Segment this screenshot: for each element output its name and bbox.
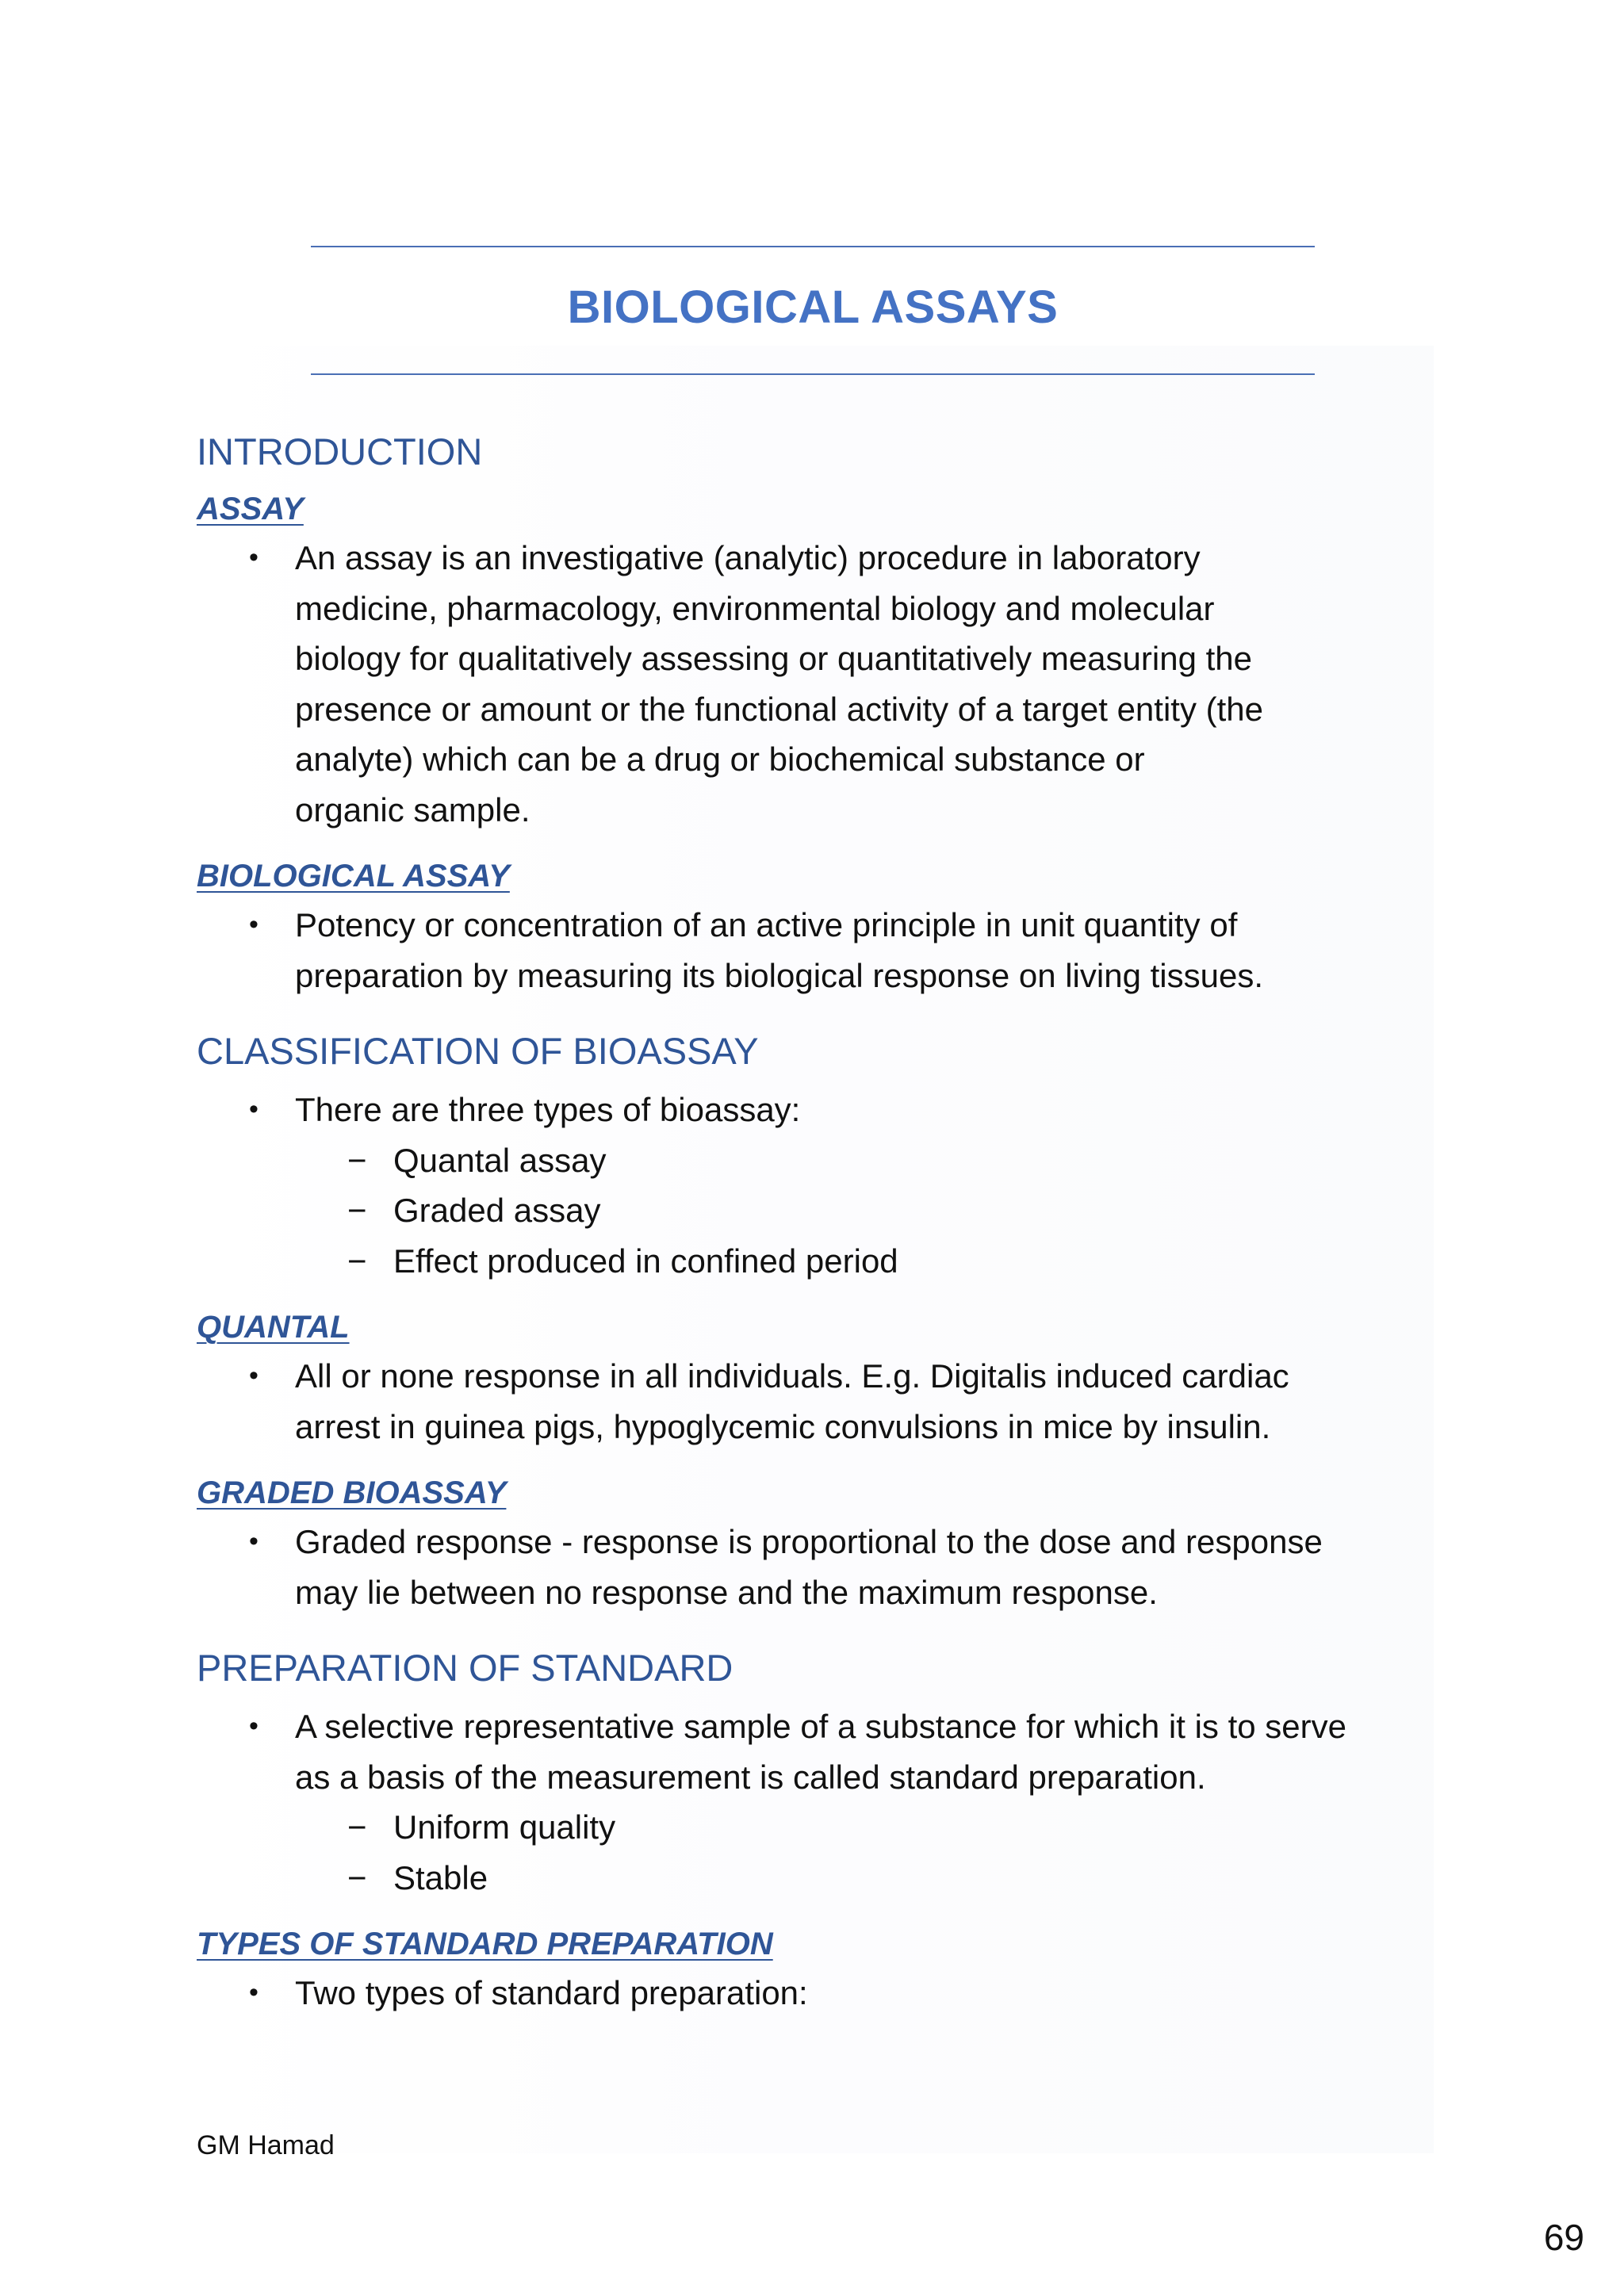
bullet-line (197, 900, 1434, 951)
bullet-item-assay-definition (197, 533, 1434, 835)
subheading-assay: ASSAY (197, 492, 304, 526)
bullet-text: Potency or concentration of an active principle in unit quantity of (295, 906, 1238, 943)
footer-author: GM Hamad (197, 2130, 335, 2160)
dash-marker: − (347, 1141, 367, 1179)
spacer (197, 1001, 1434, 1018)
bullet-item-bioassay-types (197, 1085, 1434, 1286)
bullet-text: biology for qualitatively assessing or quantitatively measuring the (295, 640, 1252, 677)
bullet-line (197, 584, 1434, 634)
dash-marker: − (347, 1192, 367, 1229)
dash-item-quantal-assay (197, 1135, 1434, 1186)
bullet-line (197, 533, 1434, 584)
bullet-text: There are three types of bioassay: (295, 1091, 801, 1128)
dash-text: Graded assay (393, 1192, 601, 1229)
dash-marker: − (347, 1242, 367, 1280)
dash-text: Effect produced in confined period (393, 1242, 898, 1280)
dash-item-confined-period (197, 1236, 1434, 1287)
bullet-item-standard-types (197, 1968, 1434, 2019)
bullet-line (197, 1085, 1434, 1135)
dash-item-graded-assay (197, 1185, 1434, 1236)
spacer (197, 835, 1434, 852)
bullet-text: preparation by measuring its biological response on living tissues. (295, 956, 1263, 994)
bullet-text: analyte) which can be a drug or biochemical substance or (295, 740, 1145, 778)
subheading-biological-assay: BIOLOGICAL ASSAY (197, 859, 510, 894)
bullet-line (197, 1701, 1434, 1752)
bullet-text: An assay is an investigative (analytic) procedure in laboratory (295, 539, 1201, 576)
bullet-marker: • (249, 1711, 259, 1741)
spacer (197, 1452, 1434, 1469)
heading-preparation-of-standard: PREPARATION OF STANDARD (197, 1647, 733, 1689)
bullet-text: as a basis of the measurement is called standard preparation. (295, 1758, 1206, 1796)
bullet-text: medicine, pharmacology, environmental biology and molecular (295, 589, 1215, 627)
bullet-text: may lie between no response and the maximum response. (295, 1573, 1158, 1611)
bullet-line (197, 951, 1434, 1001)
bullet-marker: • (249, 909, 259, 939)
spacer (197, 1286, 1434, 1303)
spacer (197, 1617, 1434, 1635)
bullet-line (197, 684, 1434, 735)
subheading-types-of-standard-preparation: TYPES OF STANDARD PREPARATION (197, 1927, 773, 1961)
dash-marker: − (347, 1858, 367, 1896)
document-body (197, 419, 1434, 2019)
bullet-line (197, 1351, 1434, 1402)
bullet-line (197, 1567, 1434, 1618)
bullet-marker: • (249, 1977, 259, 2007)
bullet-text: presence or amount or the functional activity of a target entity (the (295, 690, 1263, 728)
bullet-marker: • (249, 1526, 259, 1556)
bullet-text: organic sample. (295, 790, 530, 828)
bullet-text: All or none response in all individuals. E.g. Digitalis induced cardiac (295, 1357, 1289, 1395)
bullet-item-bioassay-definition (197, 900, 1434, 1001)
bullet-line (197, 734, 1434, 785)
page-number: 69 (1543, 2217, 1584, 2258)
bullet-line (197, 1968, 1434, 2019)
bullet-item-quantal (197, 1351, 1434, 1452)
dash-item-uniform-quality (197, 1802, 1434, 1853)
bullet-marker: • (249, 542, 259, 572)
bullet-text: arrest in guinea pigs, hypoglycemic convulsions in mice by insulin. (295, 1407, 1271, 1445)
heading-classification: CLASSIFICATION OF BIOASSAY (197, 1030, 759, 1072)
document-title: BIOLOGICAL ASSAYS (567, 281, 1059, 333)
bullet-line (197, 785, 1434, 836)
heading-introduction: INTRODUCTION (197, 430, 483, 473)
bullet-item-graded (197, 1517, 1434, 1617)
bullet-item-standard-definition (197, 1701, 1434, 1903)
bullet-line (197, 633, 1434, 684)
bullet-line (197, 1752, 1434, 1803)
bullet-line (197, 1402, 1434, 1452)
spacer (197, 1903, 1434, 1920)
bullet-text: Two types of standard preparation: (295, 1974, 808, 2011)
subheading-quantal: QUANTAL (197, 1310, 350, 1345)
subheading-graded-bioassay: GRADED BIOASSAY (197, 1475, 507, 1510)
dash-item-stable (197, 1853, 1434, 1904)
bullet-marker: • (249, 1360, 259, 1391)
title-top-rule (311, 246, 1315, 247)
dash-marker: − (347, 1808, 367, 1846)
bullet-line (197, 1517, 1434, 1567)
dash-text: Uniform quality (393, 1808, 616, 1846)
title-bottom-rule (311, 373, 1315, 375)
bullet-text: A selective representative sample of a substance for which it is to serve (295, 1708, 1346, 1745)
bullet-text: Graded response - response is proportional to the dose and response (295, 1523, 1323, 1560)
dash-text: Stable (393, 1858, 488, 1896)
dash-text: Quantal assay (393, 1141, 607, 1179)
bullet-marker: • (249, 1094, 259, 1124)
